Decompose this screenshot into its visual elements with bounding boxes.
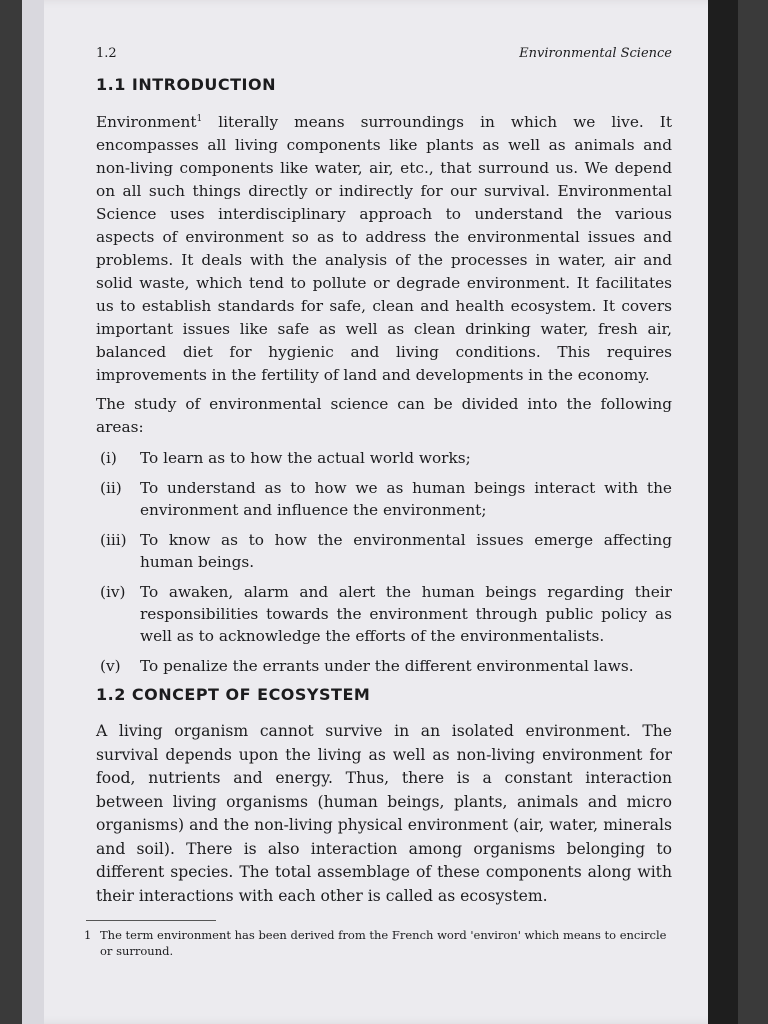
page-number: 1.2 xyxy=(96,46,117,61)
list-item-number: (i) xyxy=(100,449,117,468)
list-item-text: To awaken, alarm and alert the human beings regarding their responsibilities towards the environment through public policy as well as to acknowledge the efforts of the environmentalists. xyxy=(140,583,672,646)
section-heading-introduction: 1.1 INTRODUCTION xyxy=(96,75,276,94)
list-item xyxy=(96,447,672,469)
intro-paragraph-text: literally means surroundings in which we live. It encompasses all living components like plants as well as animals and non-living components like water, air, etc., that surround us. We depend on all such things directly or indirectly for our survival. Environmental Science uses interdisciplinary approach to understand the various aspects of environment so as to address the environmental issues and problems. It deals with the analysis of the processes in water, air and solid waste, which tend to pollute or degrade environment. It facilitates us to establish standards for safe, clean and health ecosystem. It covers important issues like safe as well as clean drinking water, fresh air, balanced diet for hygienic and living conditions. This requires improvements in the fertility of land and developments in the economy. xyxy=(96,113,672,385)
ecosystem-section xyxy=(96,720,672,908)
section-heading-ecosystem: 1.2 CONCEPT OF ECOSYSTEM xyxy=(96,685,371,705)
list-item-text: To learn as to how the actual world works; xyxy=(140,449,471,468)
ecosystem-paragraph: A living organism cannot survive in an isolated environment. The survival depends upon the living as well as non-living environment for food, nutrients and energy. Thus, there is a constant interaction between living organisms (human beings, plants, animals and micro organisms) and the non-living physical environment (air, water, minerals and soil). There is also interaction among organisms belonging to different species. The total assemblage of these components along with their interactions with each other is called as ecosystem. xyxy=(96,722,672,905)
footnote xyxy=(84,927,672,959)
intro-paragraph xyxy=(96,108,672,387)
list-item xyxy=(96,529,672,573)
list-item-text: To penalize the errants under the different environmental laws. xyxy=(140,657,634,676)
list-item xyxy=(96,655,672,677)
list-item-number: (iii) xyxy=(100,531,127,550)
footnote-number: 1 xyxy=(84,928,92,943)
intro-first-word: Environment xyxy=(96,113,197,132)
list-item-number: (iv) xyxy=(100,583,126,602)
page-gutter xyxy=(22,0,44,1024)
footnote-ref: 1 xyxy=(196,114,203,124)
footnote-text: The term environment has been derived from the French word 'environ' which means to encircle or surround. xyxy=(100,928,667,959)
list-item-text: To know as to how the environmental issues emerge affecting human beings. xyxy=(140,531,672,572)
running-title: Environmental Science xyxy=(519,46,672,61)
page-content xyxy=(84,46,672,959)
areas-intro-paragraph: The study of environmental science can be divided into the following areas: xyxy=(96,395,672,437)
areas-list xyxy=(96,447,672,677)
book-page xyxy=(22,0,738,1024)
page-header xyxy=(96,46,672,61)
list-item-number: (ii) xyxy=(100,479,122,498)
list-item-number: (v) xyxy=(100,657,121,676)
list-item xyxy=(96,477,672,521)
list-item-text: To understand as to how we as human beings interact with the environment and influence the environment; xyxy=(140,479,672,520)
list-item xyxy=(96,581,672,647)
footnote-divider xyxy=(86,920,216,921)
page-edge-shadow xyxy=(708,0,738,1024)
